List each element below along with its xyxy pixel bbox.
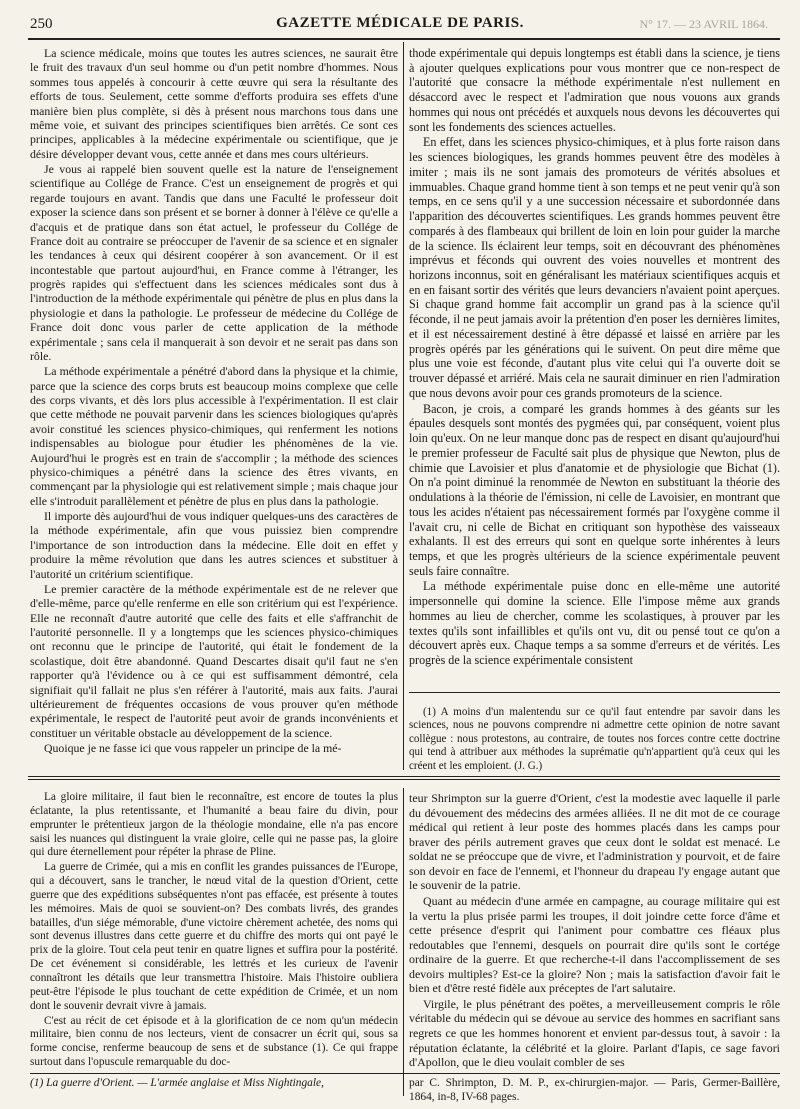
paragraph: La méthode expérimentale puise donc en elle-même une autorité impersonnelle qui domine la science. Elle l'impose même aux grands hommes au lieu de chercher, comme les scolastiques, à prouver par les textes qu'ils sont infaillibles et qu'ils ont vu, dit ou pensé tout ce qu'on a découvert après eux. Chaque temps a sa somme d'erreurs et de vérités. Les progrès de la science expérimentale consistent (409, 579, 780, 668)
column-divider-lower (403, 788, 404, 1096)
journal-title: GAZETTE MÉDICALE DE PARIS. (276, 15, 524, 31)
paragraph: La gloire militaire, il faut bien le reconnaître, est encore de toutes la plus éclatante, la plus retentissante, et l'humanité a beau faire du divin, pour emprunter le prétentieux jargon de la théologie mondaine, elle n'a pas encore saisi les nuances qui distinguent la vraie gloire, celle qui ne passe pas, la gloire qui dure éternellement pour répéter la phrase de Pline. (30, 791, 398, 859)
paragraph: En effet, dans les sciences physico-chimiques, et à plus forte raison dans les sciences biologiques, les grands hommes peuvent être des modèles à imiter ; mais ils ne sont jamais des promoteurs de vérités absolues et immuables. Chaque grand homme tient à son temps et ne peut venir qu'à son temps, en ce sens qu'il y a une succession nécessaire et subordonnée dans l'apparition des découvertes scientifiques. Les grands hommes peuvent être comparés à des flambeaux qui brillent de loin en loin pour guider la marche de la science. Ils éclairent leur temps, soit en découvrant des phénomènes imprévus et féconds qui ouvrent des voies nouvelles et montrent des horizons inconnus, soit en généralisant les matériaux scientifiques acquis et en en faisant sortir des vérités que leurs devanciers n'avaient point aperçues. Si chaque grand homme fait accomplir un grand pas à la science qu'il féconde, il ne peut jamais avoir la prétention d'en poser les dernières limites, et il est nécessairement destiné à être dépassé et laissé en arrière par les progrès opérés par les générations qui le suivent. On peut dire même que plus une voie est féconde, d'autant plus vite celui qui l'a ouverte doit se trouver dépassé et arriéré. Mais cela ne saurait diminuer en rien l'admiration que nous devons avoir pour ces grands promoteurs de la science. (409, 135, 780, 400)
paragraph: La méthode expérimentale a pénétré d'abord dans la physique et la chimie, parce que la science des corps bruts est beaucoup moins complexe que celle des corps vivants, et dès lors plus accessible à l'expérimentation. Il est clair que cette méthode ne pouvait parvenir dans les sciences biologiques qu'après avoir constitué les sciences physico-chimiques, qui renferment les notions indispensables au biologue pour étudier les phénomènes de la vie. Aujourd'hui le progrès est en train de s'accomplir ; la méthode des sciences physico-chimiques a pénétré dans la science des êtres vivants, en commençant par la physiologie qui est relativement simple ; mais chaque jour elle s'introduit parallèlement et pénètre de plus en plus dans la pathologie. (30, 364, 398, 508)
paragraph: Quant au médecin d'une armée en campagne, au courage militaire qui est la vertu la plus prisée parmi les troupes, il doit joindre cette force d'âme et cette présence d'esprit qui l'animent pour combattre ces fléaux plus redoutables que l'ennemi, desquels on pourrait dire qu'ils sont le cortége ordinaire de la guerre. Et que recherche-t-il dans l'accomplissement de ses devoirs multiples? Est-ce la gloire? Non ; mais la satisfaction d'avoir fait le bien et d'être resté fidèle aux préceptes de l'art salutaire. (409, 893, 780, 996)
upper-left-column (30, 46, 398, 770)
upper-footnote (409, 706, 780, 772)
footnote-rule (30, 1073, 780, 1074)
section-double-rule-2 (28, 779, 780, 780)
paragraph: Quoique je ne fasse ici que vous rappeler un principe de la mé- (44, 741, 342, 755)
paragraph: C'est au récit de cet épisode et à la glorification de ce nom qu'un médecin militaire, bien connu de nos lecteurs, vient de consacrer un écrit qui, sous sa forme concise, renferme beaucoup de sens et de substance (1). Ce qui frappe surtout dans l'opuscule remarquable du doc- (30, 1014, 398, 1069)
paragraph: thode expérimentale qui depuis longtemps est établi dans la science, je tiens à ajouter quelques explications pour vous montrer que ce non-respect de l'autorité que consacre la méthode expérimentale n'est nullement en désaccord avec le respect et l'admiration que nous vouons aux grands hommes qui nous ont précédés et auxquels nous devons les découvertes qui sont les fondements des sciences actuelles. (409, 46, 780, 134)
footnote-right: par C. Shrimpton, D. M. P., ex-chirurgien-major. — Paris, Germer-Baillère, 1864, in-8, IV-68 pages. (409, 1077, 780, 1103)
paragraph: Le premier caractère de la méthode expérimentale est de ne relever que d'elle-même, parce qu'elle renferme en elle son critérium qui est l'expérience. Elle ne reconnaît d'autre autorité que celle des faits et elle s'affranchit de l'autorité personnelle. Il y a longtemps que les sciences physico-chimiques ont reconnu que le principe de l'autorité, qui était le fondement de la scolastique, doit être abandonné. Quand Descartes disait qu'il faut ne s'en rapporter qu'à l'évidence ou à ce qui est suffisamment démontré, cela signifiait qu'il fallait ne plus s'en référer à l'autorité, mais aux faits. J'aurai ultérieurement de fréquentes occasions de vous prouver qu'en méthode expérimentale, le respect de l'autorité peut avoir de grands inconvénients et constituer un véritable obstacle au développement de la science. (30, 581, 398, 740)
paragraph: teur Shrimpton sur la guerre d'Orient, c'est la modestie avec laquelle il parle du dévouement des médecins des armées alliées. Il ne dit mot de ce courage médical qui retient à leur poste des hommes placés dans les camps pour braver des périls autrement graves que ceux dont le soldat est menacé. Le soldat ne se préoccupe que de vivre, et l'administration y pourvoit, et de faire son devoir en face de l'ennemi, et l'honneur du drapeau l'y engage autant que le souvenir de la patrie. (409, 791, 780, 893)
paragraph: Je vous ai rappelé bien souvent quelle est la nature de l'enseignement scientifique au Collége de France. C'est un enseignement de progrès et qui regarde toujours en avant. Tandis que dans une Faculté le professeur doit exposer la science dans son présent et se borner à donner à l'élève ce qu'elle a d'acquis et de pratique dans son état actuel, le professeur du Collége de France doit au contraire se préoccuper de l'avenir de sa science et en signaler les tendances à ceux qui désirent coopérer à son avancement. Or il est incontestable que partout aujourd'hui, en France comme à l'étranger, les progrès rapides qui s'effectuent dans les sciences médicales sont dus à l'introduction de la méthode expérimentale qui pénètre de plus en plus dans la physiologie et dans la pathologie. Le professeur de médecine du Collége de France doit donc vous parler de cette application de la méthode expérimentale ; sans cela il manquerait à son devoir et ne serait pas dans son rôle. (30, 162, 398, 363)
column-divider-upper (403, 42, 404, 770)
lower-right-column (409, 791, 780, 1070)
note-separator (409, 692, 780, 693)
upper-footnote-text: (1) A moins d'un malentendu sur ce qu'il faut entendre par savoir dans les sciences, nous ne pouvons comprendre ni admettre cette opinion de notre savant collègue : nous protestons, au contraire, de toutes nos forces contre cette doctrine qui tend à attribuer aux méthodes la suprématie qu'n'appartient qu'à ceux qui les créent et les emploient. (J. G.) (409, 706, 780, 772)
lower-left-column (30, 791, 398, 1070)
issue-info: N° 17. — 23 AVRIL 1864. (639, 17, 768, 31)
paragraph: Bacon, je crois, a comparé les grands hommes à des géants sur les épaules desquels sont montés des pygmées qui, par conséquent, voient plus loin qu'eux. On ne leur manque donc pas de respect en disant qu'aujourd'hui le premier professeur de Faculté sait plus de physique que Newton, plus de chimie que Lavoisier et plus d'anatomie et de physiologie que Bichat (1). On n'a point diminué la renommée de Newton en substituant la théorie des ondulations à la théorie de l'émission, ni celle de Lavoisier, en montrant que tous les acides n'étaient pas nécessairement formés par l'oxygène comme il l'avait cru, ni celle de Bichat en critiquant son hypothèse des vaisseaux exhalants. Il est des erreurs qui sont en quelque sorte inhérentes à leurs temps, et que les progrès ultérieurs de la science expérimentale peuvent seuls faire connaître. (409, 401, 780, 578)
paragraph: La science médicale, moins que toutes les autres sciences, ne saurait être le fruit des travaux d'un seul homme ou d'un petit nombre d'hommes. Nous sommes tous appelés à concourir à cette œuvre qui sera la résultante des efforts de tous. Seulement, cette somme d'efforts produira ses effets d'une manière bien plus complète, si dès à présent nous marchons tous dans une même voie, et suivant des principes scientifiques bien arrêtés. Ce sont ces principes, applicables à la médecine expérimentale ou scientifique, que je désire développer devant vous, cette année et dans mes cours ultérieurs. (30, 46, 398, 161)
page-header (0, 14, 800, 36)
paragraph: La guerre de Crimée, qui a mis en conflit les grandes puissances de l'Europe, qui a découvert, sans le trancher, le nœud vital de la question d'Orient, cette guerre que des expéditions subséquentes n'ont pas effacée, est présente à toutes les mémoires. Mais de quoi se souvient-on? Des combats livrés, des grandes batailles, d'un siége mémorable, d'une victoire chèrement achetée, des noms qui sont devenus illustres dans cette guerre et du chiffre des morts qui ont payé le prix de la gloire. Tout cela peut tenir en quatre lignes et suffira pour la postérité. De cet événement si considérable, les lettrés et les curieux de l'avenir connaîtront les détails que leur transmettra l'histoire. Mais l'histoire oubliera peut-être l'épisode le plus touchant de cette expédition de Crimée, et un nom dont le souvenir devrait vivre à jamais. (30, 861, 398, 1012)
paragraph: Il importe dès aujourd'hui de vous indiquer quelques-uns des caractères de la méthode expérimentale, afin que vous puissiez bien comprendre l'importance de son introduction dans la médecine. Elle doit en effet y produire la même révolution que dans les autres sciences et substituer à l'autorité un critérium scientifique. (30, 509, 398, 581)
paragraph: Virgile, le plus pénétrant des poëtes, a merveilleusement compris le rôle véritable du médecin qui se dévoue au service des hommes en sacrifiant sans regrets ce que les hommes honorent et envient par-dessus tout, à savoir : la réputation éclatante, la célébrité et la gloire. Parlant d'Iapis, ce sage favori d'Apollon, que le dieu voulait combler de ses (409, 996, 780, 1070)
footnote-left: (1) La guerre d'Orient. — L'armée anglaise et Miss Nightingale, (30, 1077, 324, 1089)
upper-right-column (409, 46, 780, 686)
header-rule (28, 38, 780, 40)
section-double-rule (28, 776, 780, 777)
page-number: 250 (30, 16, 53, 32)
